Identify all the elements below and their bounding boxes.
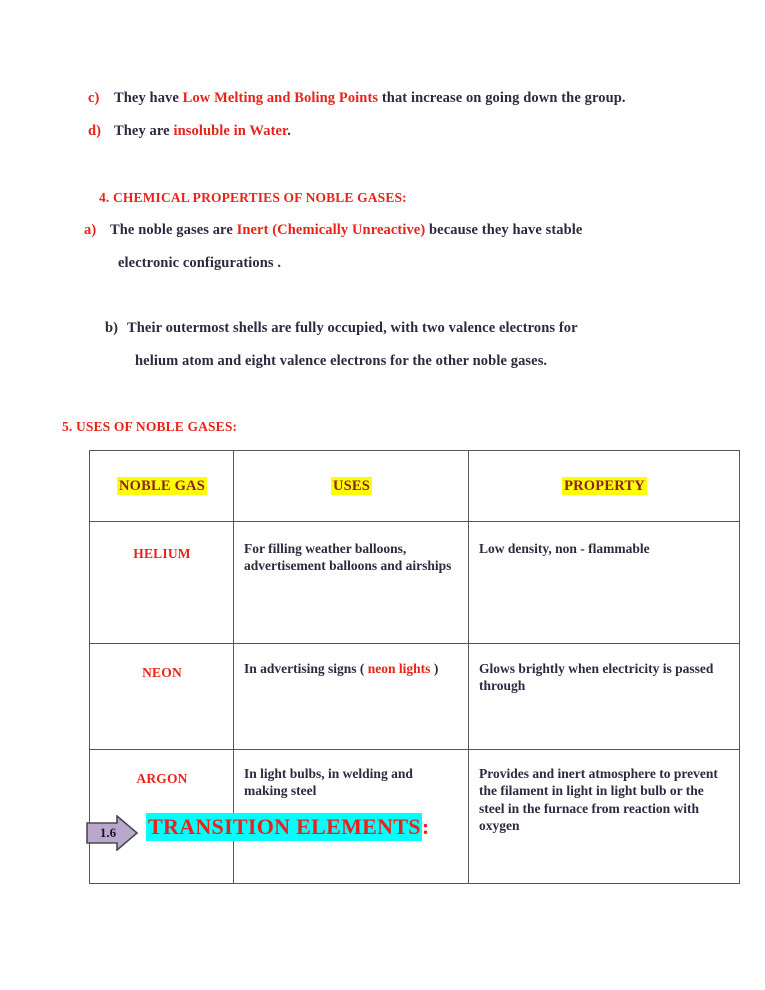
list-item-c xyxy=(88,90,626,107)
cell-uses-neon-pre: In advertising signs ( xyxy=(244,661,368,676)
gas-name-helium: HELIUM xyxy=(133,546,191,561)
table-header-noble-gas xyxy=(90,451,234,522)
table-row-neon xyxy=(90,644,740,750)
list-marker-d: d) xyxy=(88,123,102,139)
cell-uses-neon-highlight: neon lights xyxy=(367,661,431,676)
chemical-item-a-pre: The noble gases are xyxy=(110,222,237,238)
gas-name-neon: NEON xyxy=(142,665,182,680)
table-header-noble-gas-label: NOBLE GAS xyxy=(118,477,205,494)
cell-uses-helium xyxy=(234,522,469,644)
cell-uses-neon-post: ) xyxy=(430,661,439,676)
list-item-d-text-pre: They are xyxy=(114,123,174,139)
transition-elements-title xyxy=(146,814,429,840)
section-heading-uses: 5. USES OF NOBLE GASES: xyxy=(62,419,238,434)
cell-property-helium: Low density, non - flammable xyxy=(469,522,740,644)
list-marker-c: c) xyxy=(88,90,100,106)
chemical-item-b-marker: b) xyxy=(105,320,119,336)
cell-uses-argon-text: In light bulbs, in welding and making steel xyxy=(244,766,413,799)
cell-uses-helium-text: For filling weather balloons, advertisement balloons and airships xyxy=(244,541,452,574)
table-header-property-label: PROPERTY xyxy=(564,477,645,494)
table-header-row xyxy=(90,451,740,522)
cell-gas-neon xyxy=(90,644,234,750)
list-item-c-text-post: that increase on going down the group. xyxy=(378,90,626,106)
section-heading-chemical-properties: 4. CHEMICAL PROPERTIES OF NOBLE GASES: xyxy=(99,190,407,205)
transition-elements-title-colon: : xyxy=(421,814,430,839)
callout-arrow-container xyxy=(86,815,138,851)
chemical-item-b-line1 xyxy=(105,320,578,337)
table-header-property xyxy=(469,451,740,522)
transition-elements-title-text: TRANSITION ELEMENTS xyxy=(148,814,421,839)
chemical-item-a-line2: electronic configurations . xyxy=(118,255,282,271)
chemical-item-b-line2: helium atom and eight valence electrons for the other noble gases. xyxy=(135,353,548,369)
chemical-item-a-line1 xyxy=(84,222,582,239)
list-item-c-text-pre: They have xyxy=(114,90,183,106)
table-header-uses xyxy=(234,451,469,522)
cell-gas-helium xyxy=(90,522,234,644)
table-row-helium xyxy=(90,522,740,644)
list-item-d-text-highlight: insoluble in Water xyxy=(173,123,288,139)
callout-number: 1.6 xyxy=(99,825,117,840)
chemical-item-b-text1: Their outermost shells are fully occupied, with two valence electrons for xyxy=(127,320,578,336)
cell-uses-neon xyxy=(234,644,469,750)
list-item-d xyxy=(88,123,291,140)
gas-name-argon: ARGON xyxy=(136,771,188,786)
transition-elements-callout xyxy=(86,810,430,858)
chemical-item-a-inert: Inert (Chemically Unreactive) xyxy=(236,222,426,238)
cell-property-argon: Provides and inert atmosphere to prevent the filament in light in light bulb or the steel in the furnace from reaction with oxygen xyxy=(469,750,740,884)
list-item-d-text-post: . xyxy=(287,123,291,139)
table-header-uses-label: USES xyxy=(332,477,371,494)
cell-property-neon: Glows brightly when electricity is passed through xyxy=(469,644,740,750)
chemical-item-a-post: because they have stable xyxy=(425,222,583,238)
chemical-item-a-marker: a) xyxy=(84,222,97,238)
list-item-c-text-highlight: Low Melting and Boling Points xyxy=(182,90,379,106)
